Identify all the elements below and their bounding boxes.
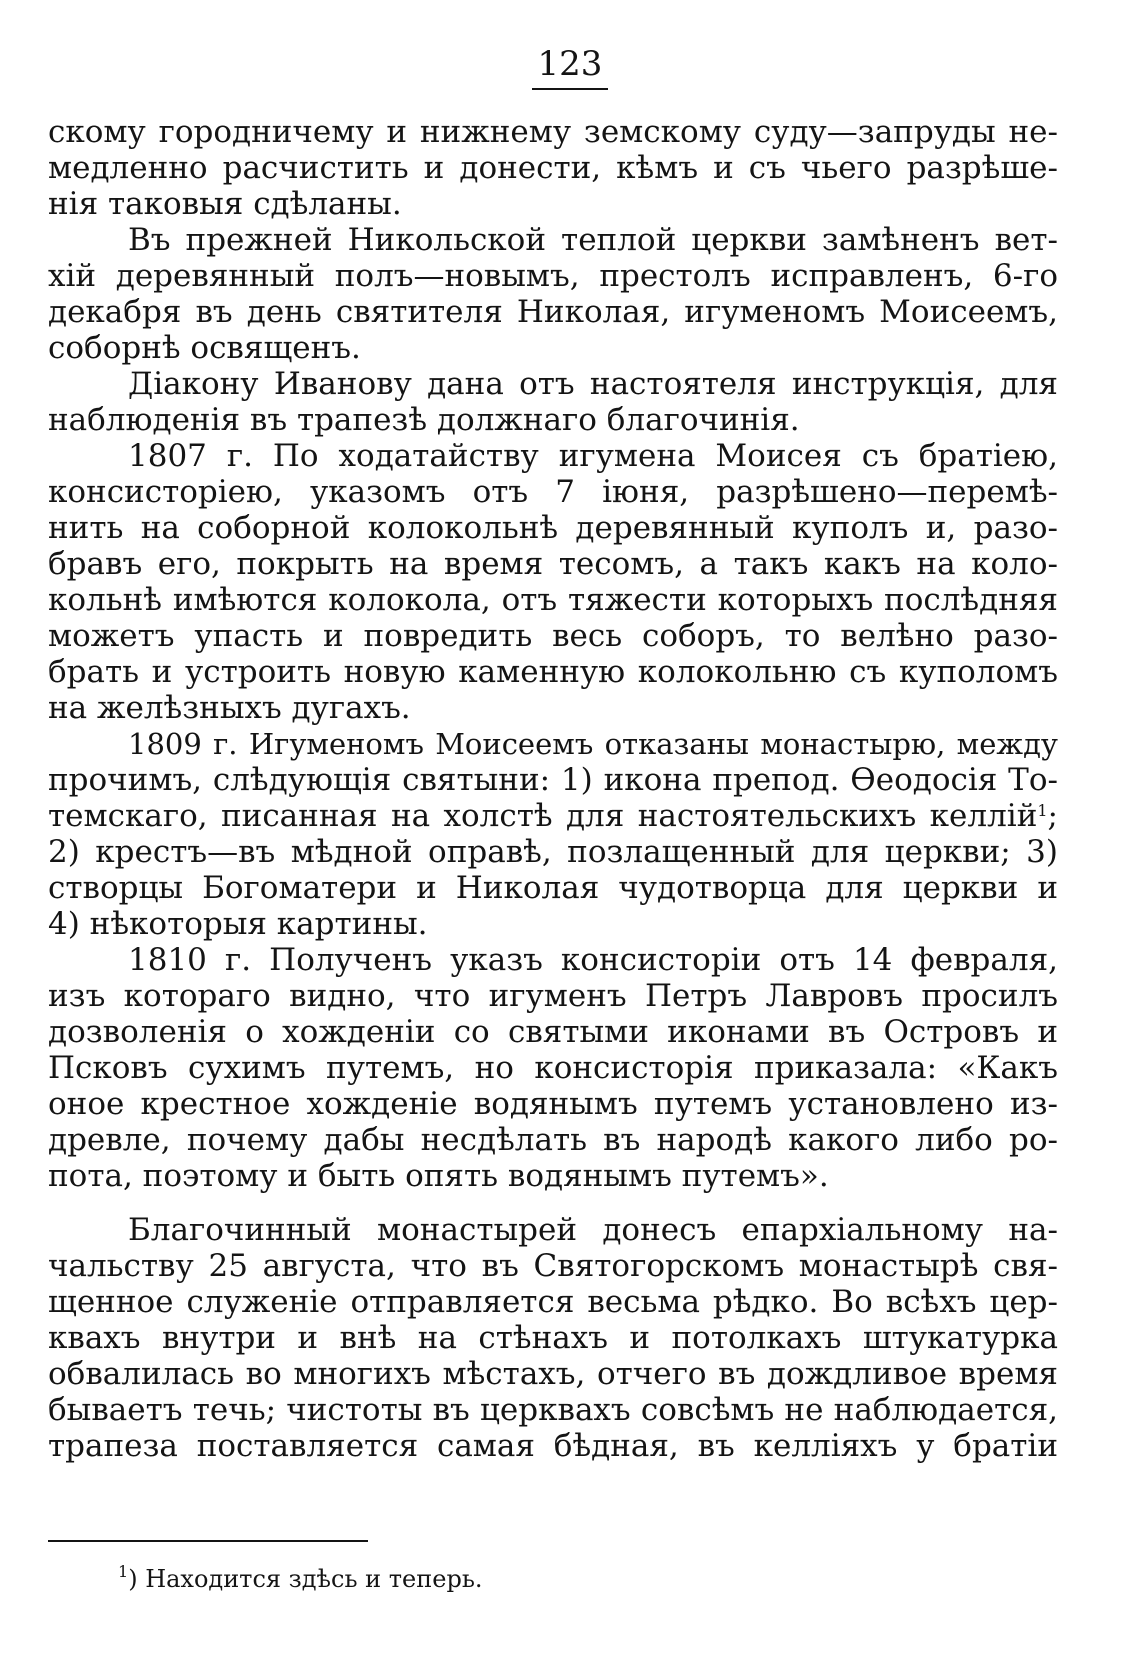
text-line: трапеза поставляется самая бѣдная, въ келліяхъ у братіи xyxy=(48,1428,1058,1464)
text-line: дозволенія о хожденіи со святыми иконами въ Островъ и xyxy=(48,1014,1058,1050)
text-line: обвалилась во многихъ мѣстахъ, отчего въ дождливое время xyxy=(48,1356,1058,1392)
footnote-reference-punctuation: ; xyxy=(1047,798,1058,834)
page-number-text: 123 xyxy=(532,42,609,90)
text-line: щенное служеніе отправляется весьма рѣдко. Во всѣхъ цер- xyxy=(48,1284,1058,1320)
footnote-divider xyxy=(48,1540,368,1542)
text-line: наблюденія въ трапезѣ должнаго благочинія. xyxy=(48,402,800,438)
text-line: 1809 г. Игуменомъ Моисеемъ отказаны монастырю, между xyxy=(128,727,1058,761)
text-line: древле, почему дабы несдѣлать въ народѣ какого либо ро- xyxy=(48,1122,1058,1158)
text-line: пота, поэтому и быть опять водянымъ путемъ». xyxy=(48,1158,829,1194)
text-line: квахъ внутри и внѣ на стѣнахъ и потолкахъ штукатурка xyxy=(48,1320,1058,1356)
text-line: хій деревянный полъ—новымъ, престолъ исправленъ, 6-го xyxy=(48,258,1058,294)
text-line: прочимъ, слѣдующія святыни: 1) икона препод. Ѳеодосія То- xyxy=(48,762,1058,798)
footnote-paren: ) xyxy=(128,1565,146,1593)
text-line: консисторіею, указомъ отъ 7 іюня, разрѣшено—перемѣ- xyxy=(48,474,1058,510)
text-line: Благочинный монастырей донесъ епархіальному на- xyxy=(128,1212,1058,1248)
text-line: изъ котораго видно, что игуменъ Петръ Лавровъ просилъ xyxy=(48,978,1058,1014)
text-line: створцы Богоматери и Николая чудотворца для церкви и xyxy=(48,870,1058,906)
text-line xyxy=(48,798,1058,834)
text-line: соборнѣ освященъ. xyxy=(48,330,361,366)
text-line: можетъ упасть и повредить весь соборъ, то велѣно разо- xyxy=(48,618,1058,654)
text-line: 4) нѣкоторыя картины. xyxy=(48,906,428,942)
text-line: 1810 г. Полученъ указъ консисторіи отъ 14 февраля, xyxy=(128,942,1058,978)
text-line: Псковъ сухимъ путемъ, но консисторія приказала: «Какъ xyxy=(48,1050,1058,1086)
text-line: Въ прежней Никольской теплой церкви замѣненъ вет- xyxy=(128,222,1058,258)
text-line: бравъ его, покрыть на время тесомъ, а такъ какъ на коло- xyxy=(48,546,1058,582)
footnote-text: Находится здѣсь и теперь. xyxy=(145,1565,483,1593)
text-line: на желѣзныхъ дугахъ. xyxy=(48,690,411,726)
footnote-reference: 1 xyxy=(1037,801,1048,820)
footnote-marker: 1 xyxy=(118,1562,129,1581)
text-line: бываетъ течь; чистоты въ церквахъ совсѣмъ не наблюдается, xyxy=(48,1392,1058,1428)
text-line: нія таковыя сдѣланы. xyxy=(48,186,402,222)
body-text xyxy=(48,114,1058,1464)
paragraph-gap xyxy=(48,1194,1058,1212)
footnote xyxy=(118,1564,483,1594)
text-line: 1807 г. По ходатайству игумена Моисея съ братіею, xyxy=(128,438,1058,474)
text-line: 2) крестъ—въ мѣдной оправѣ, позлащенный для церкви; 3) xyxy=(48,834,1058,870)
page-number xyxy=(0,42,1140,90)
text-line: оное крестное хожденіе водянымъ путемъ установлено из- xyxy=(48,1086,1058,1122)
text-line: нить на соборной колокольнѣ деревянный куполъ и, разо- xyxy=(48,510,1058,546)
text-line: брать и устроить новую каменную колокольню съ куполомъ xyxy=(48,654,1058,690)
text-line: декабря въ день святителя Николая, игуменомъ Моисеемъ, xyxy=(48,294,1058,330)
text-line: Діакону Иванову дана отъ настоятеля инструкція, для xyxy=(128,366,1058,402)
text-line: чальству 25 августа, что въ Святогорскомъ монастырѣ свя- xyxy=(48,1248,1058,1284)
text-line-content: темскаго, писанная на холстѣ для настоятельскихъ келлій xyxy=(48,798,1038,834)
text-line: скому городничему и нижнему земскому суду—запруды не- xyxy=(48,114,1058,150)
text-line: медленно расчистить и донести, кѣмъ и съ чьего разрѣше- xyxy=(48,150,1058,186)
text-line: кольнѣ имѣются колокола, отъ тяжести которыхъ послѣдняя xyxy=(48,582,1058,618)
